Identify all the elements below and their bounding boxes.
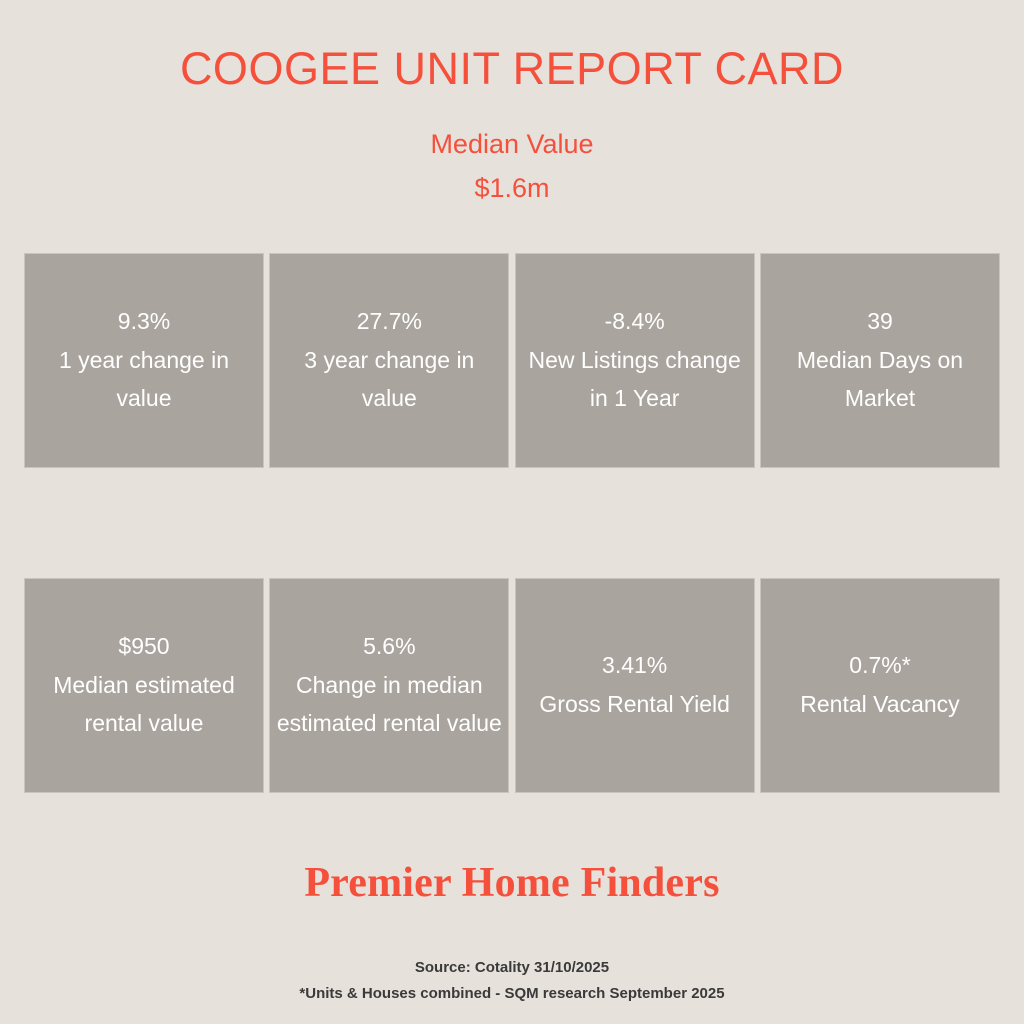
metric-tile: [24, 253, 264, 468]
metric-value: 3.41%: [602, 652, 668, 679]
metric-value: 39: [867, 308, 893, 335]
median-value-amount: $1.6m: [474, 173, 550, 204]
median-value-label: Median Value: [430, 128, 594, 159]
metric-tile: [269, 578, 509, 793]
metric-tile: [269, 253, 509, 468]
metric-label: Gross Rental Yield: [539, 691, 730, 718]
metrics-row-bottom: [12, 578, 1012, 793]
metric-label: Rental Vacancy: [800, 691, 960, 718]
metric-value: 5.6%: [363, 633, 416, 660]
metric-label: New Listings change in 1 Year: [528, 346, 741, 412]
metric-tile: [760, 253, 1000, 468]
metric-label: Change in median estimated rental value: [276, 671, 502, 737]
metric-value: $950: [118, 633, 170, 660]
metric-value: 0.7%*: [849, 652, 911, 679]
brand-wordmark: Premier Home Finders: [304, 859, 720, 906]
metric-tile: [515, 578, 755, 793]
metric-label: 1 year change in value: [58, 346, 230, 412]
metric-value: 27.7%: [356, 308, 422, 335]
page-title: COOGEE UNIT REPORT CARD: [179, 43, 845, 94]
median-value-block: [430, 122, 593, 211]
metric-value: 9.3%: [117, 308, 171, 335]
metric-tile: [515, 253, 755, 468]
metric-label: 3 year change in value: [304, 346, 475, 412]
metric-tile: [760, 578, 1000, 793]
footnotes: [299, 955, 724, 1008]
asterisk-note: *Units & Houses combined - SQM research September 2025: [299, 984, 725, 1002]
metric-tile: [24, 578, 264, 793]
metric-label: Median Days on Market: [796, 346, 964, 412]
source-note: Source: Cotality 31/10/2025: [414, 958, 610, 976]
metrics-grid: [12, 253, 1012, 793]
metric-label: Median estimated rental value: [53, 671, 235, 737]
metrics-row-top: [12, 253, 1012, 468]
metric-value: -8.4%: [604, 308, 665, 335]
